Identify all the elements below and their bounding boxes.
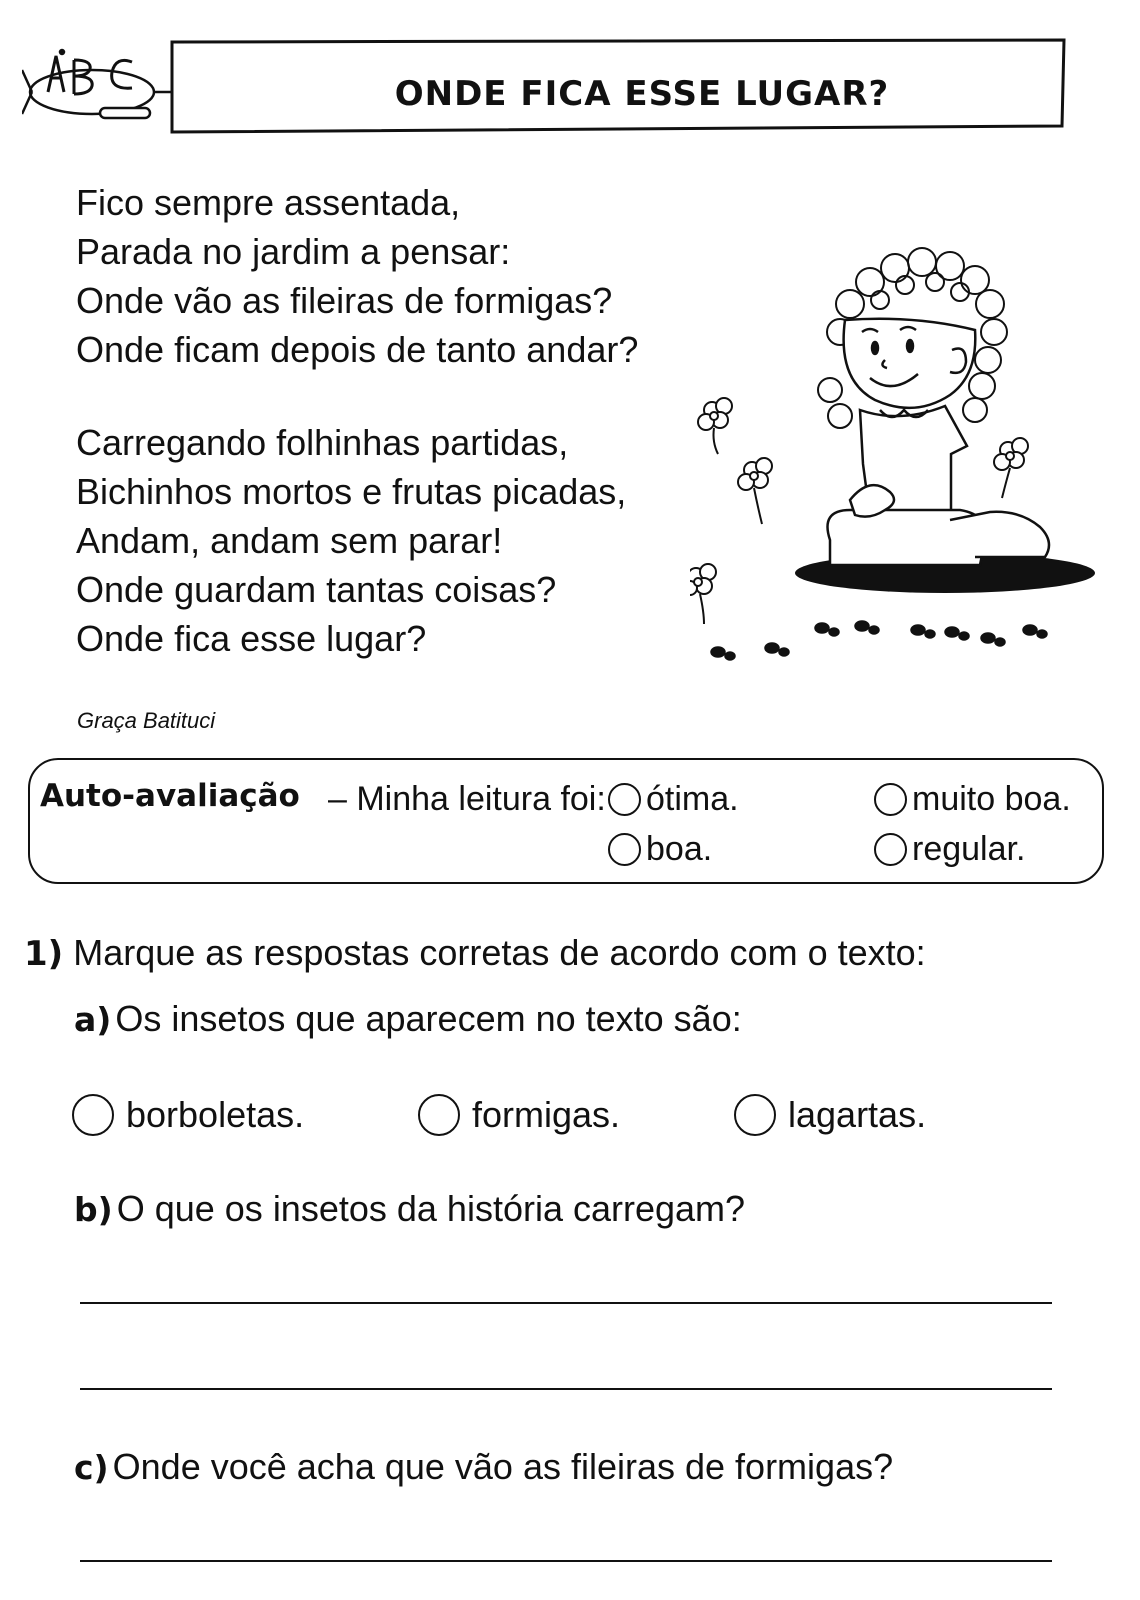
radio-circle-icon[interactable] (874, 783, 907, 816)
answer-line[interactable] (80, 1388, 1052, 1390)
question-text: O que os insetos da história carregam? (116, 1188, 746, 1229)
question-text: Marque as respostas corretas de acordo com o texto: (73, 932, 926, 973)
option-label: regular. (912, 830, 1026, 868)
checkbox-circle-icon[interactable] (734, 1094, 776, 1136)
poem-line: Fico sempre assentada, (76, 182, 461, 223)
flower-icon (690, 564, 716, 624)
poem-stanza-1 (76, 178, 676, 374)
poem-line: Parada no jardim a pensar: (76, 231, 511, 272)
flower-icon (738, 458, 772, 524)
checkbox-circle-icon[interactable] (72, 1094, 114, 1136)
question-letter: a) (74, 1000, 112, 1039)
poem (76, 178, 676, 707)
title-banner (22, 30, 1102, 140)
question-text: Os insetos que aparecem no texto são: (115, 998, 742, 1039)
choice-label: formigas. (472, 1094, 621, 1135)
choice-borboletas[interactable] (72, 1094, 304, 1136)
question-1 (24, 932, 926, 974)
radio-circle-icon[interactable] (608, 783, 641, 816)
poem-line: Carregando folhinhas partidas, (76, 422, 569, 463)
flower-icon (994, 438, 1028, 498)
abc-airplane-icon (22, 50, 172, 118)
poem-line: Onde guardam tantas coisas? (76, 569, 557, 610)
option-label: muito boa. (912, 780, 1071, 818)
poem-author: Graça Batituci (77, 708, 216, 733)
answer-line[interactable] (80, 1302, 1052, 1304)
option-label: boa. (646, 830, 713, 868)
choice-label: lagartas. (788, 1094, 927, 1135)
poem-stanza-2 (76, 418, 676, 663)
option-label: ótima. (646, 780, 739, 818)
poem-line: Bichinhos mortos e frutas picadas, (76, 471, 627, 512)
question-1c (74, 1446, 893, 1488)
choice-formigas[interactable] (418, 1094, 620, 1136)
radio-circle-icon[interactable] (608, 833, 641, 866)
choice-label: borboletas. (126, 1094, 305, 1135)
poem-line: Onde fica esse lugar? (76, 618, 427, 659)
question-text: Onde você acha que vão as fileiras de formigas? (112, 1446, 894, 1487)
poem-line: Onde ficam depois de tanto andar? (76, 329, 639, 370)
eye (872, 342, 878, 354)
page-title: ONDE FICA ESSE LUGAR? (394, 74, 890, 114)
self-evaluation-box (28, 758, 1104, 884)
answer-line[interactable] (80, 1560, 1052, 1562)
question-number: 1) (24, 934, 64, 974)
self-evaluation-prompt: – Minha leitura foi: (328, 780, 606, 818)
question-1a (74, 998, 742, 1040)
option-otima[interactable] (608, 780, 739, 819)
question-letter: b) (74, 1190, 113, 1229)
question-letter: c) (74, 1448, 109, 1487)
radio-circle-icon[interactable] (874, 833, 907, 866)
checkbox-circle-icon[interactable] (418, 1094, 460, 1136)
option-regular[interactable] (874, 830, 1025, 869)
ant-icon (711, 621, 1047, 660)
flower-icon (698, 398, 732, 454)
choice-lagartas[interactable] (734, 1094, 926, 1136)
self-evaluation-label: Auto-avaliação (40, 778, 300, 814)
poem-line: Andam, andam sem parar! (76, 520, 503, 561)
option-boa[interactable] (608, 830, 712, 869)
girl-watching-ants-illustration (690, 240, 1120, 700)
ear (950, 349, 966, 373)
option-muito-boa[interactable] (874, 780, 1071, 819)
eye (907, 340, 913, 352)
question-1b (74, 1188, 745, 1230)
poem-line: Onde vão as fileiras de formigas? (76, 280, 613, 321)
